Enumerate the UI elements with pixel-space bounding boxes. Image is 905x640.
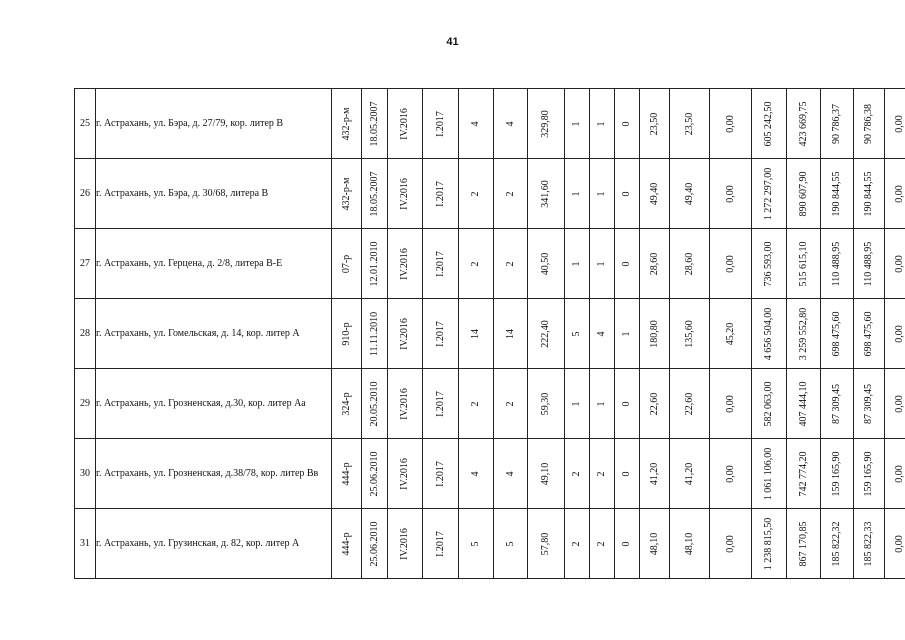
cell-value: 5 [470, 541, 481, 546]
cell-value: 222,40 [540, 319, 551, 348]
cell-value: 867 170,85 [797, 521, 809, 566]
value-cell [821, 299, 854, 369]
address-cell: г. Астрахань, ул. Бэра, д. 27/79, кор. литер В [96, 89, 332, 159]
cell-value: 0 [621, 261, 632, 266]
cell-value: IV.2016 [399, 107, 410, 140]
cell-value: 185 822,32 [831, 521, 842, 566]
row-number: 26 [75, 159, 96, 229]
cell-value: 4 [504, 471, 516, 476]
value-cell [494, 89, 528, 159]
cell-value: 432-р-м [340, 177, 352, 210]
cell-value: 0,00 [894, 254, 905, 273]
cell-value: 110 488,95 [831, 241, 842, 286]
table-row [75, 89, 905, 159]
value-cell [590, 229, 615, 299]
value-cell [752, 439, 787, 509]
cell-value: 910-р [340, 321, 352, 346]
cell-value: 45,20 [724, 322, 736, 345]
value-cell [590, 509, 615, 579]
value-cell [388, 229, 423, 299]
cell-value: 0 [621, 121, 632, 126]
row-number: 29 [75, 369, 96, 439]
value-cell [670, 509, 710, 579]
cell-value: 180,80 [648, 319, 660, 348]
value-cell [590, 439, 615, 509]
cell-value: 0 [621, 541, 632, 546]
value-cell [388, 159, 423, 229]
cell-value: 22,60 [683, 392, 695, 415]
value-cell [494, 509, 528, 579]
cell-value: IV.2016 [399, 317, 410, 350]
value-cell [565, 89, 590, 159]
cell-value: 0,00 [724, 114, 736, 133]
value-cell [459, 509, 494, 579]
cell-value: 25.06.2010 [368, 521, 380, 566]
value-cell [494, 299, 528, 369]
value-cell [854, 159, 885, 229]
cell-value: 0,00 [724, 254, 736, 273]
value-cell [670, 299, 710, 369]
table-row [75, 229, 905, 299]
cell-value: I.2017 [434, 180, 446, 207]
value-cell [494, 229, 528, 299]
value-cell [332, 159, 362, 229]
cell-value: 0,00 [724, 184, 736, 203]
cell-value: 41,20 [683, 462, 695, 485]
value-cell [885, 509, 905, 579]
cell-value: 2 [504, 191, 516, 196]
cell-value: 23,50 [648, 112, 660, 135]
value-cell [590, 159, 615, 229]
table-row [75, 439, 905, 509]
cell-value: 1 238 815,50 [763, 517, 774, 570]
row-number: 30 [75, 439, 96, 509]
value-cell [710, 89, 752, 159]
value-cell [710, 369, 752, 439]
cell-value: 2 [504, 401, 516, 406]
cell-value: 11.11.2010 [368, 311, 380, 356]
cell-value: 2 [470, 191, 481, 196]
cell-value: 698 475,60 [863, 311, 874, 356]
cell-value: 1 [621, 331, 632, 336]
value-cell [388, 299, 423, 369]
value-cell [332, 229, 362, 299]
cell-value: 1 [596, 261, 607, 266]
cell-value: I.2017 [434, 110, 446, 137]
value-cell [710, 439, 752, 509]
value-cell [787, 369, 821, 439]
value-cell [494, 159, 528, 229]
value-cell [565, 299, 590, 369]
address-cell: г. Астрахань, ул. Бэра, д. 30/68, литера В [96, 159, 332, 229]
cell-value: 41,20 [648, 462, 660, 485]
value-cell [854, 439, 885, 509]
value-cell [787, 159, 821, 229]
cell-value: 0 [621, 191, 632, 196]
cell-value: 25.06.2010 [368, 451, 380, 496]
cell-value: 582 063,00 [763, 381, 774, 426]
cell-value: 1 272 297,00 [763, 167, 774, 220]
value-cell [885, 159, 905, 229]
value-cell [362, 89, 388, 159]
value-cell [752, 509, 787, 579]
value-cell [640, 509, 670, 579]
value-cell [388, 509, 423, 579]
value-cell [615, 509, 640, 579]
value-cell [615, 159, 640, 229]
cell-value: I.2017 [434, 250, 446, 277]
cell-value: 48,10 [683, 532, 695, 555]
value-cell [494, 439, 528, 509]
value-cell [821, 439, 854, 509]
value-cell [332, 299, 362, 369]
cell-value: 5 [504, 541, 516, 546]
cell-value: 90 786,38 [863, 103, 874, 144]
value-cell [787, 509, 821, 579]
value-cell [565, 439, 590, 509]
cell-value: IV.2016 [399, 527, 410, 560]
cell-value: 432-р-м [340, 107, 352, 140]
value-cell [640, 439, 670, 509]
value-cell [787, 299, 821, 369]
value-cell [423, 89, 459, 159]
cell-value: 4 656 504,00 [763, 307, 774, 360]
value-cell [821, 369, 854, 439]
page-number: 41 [446, 36, 459, 48]
address-cell: г. Астрахань, ул. Герцена, д. 2/8, литера В-Е [96, 229, 332, 299]
value-cell [670, 369, 710, 439]
address-cell: г. Астрахань, ул. Грозненская, д.30, кор. литер Аа [96, 369, 332, 439]
cell-value: I.2017 [434, 320, 446, 347]
cell-value: 0 [621, 401, 632, 406]
cell-value: IV.2016 [399, 387, 410, 420]
cell-value: 2 [596, 541, 607, 546]
cell-value: 49,40 [648, 182, 660, 205]
value-cell [565, 159, 590, 229]
value-cell [590, 299, 615, 369]
cell-value: 2 [470, 261, 481, 266]
cell-value: 0 [621, 471, 632, 476]
value-cell [332, 509, 362, 579]
cell-value: 28,60 [683, 252, 695, 275]
value-cell [821, 229, 854, 299]
cell-value: 444-р [340, 461, 352, 486]
value-cell [885, 439, 905, 509]
value-cell [590, 369, 615, 439]
cell-value: 1 [596, 191, 607, 196]
value-cell [710, 299, 752, 369]
cell-value: 18.05.2007 [368, 101, 380, 146]
cell-value: 22,60 [648, 392, 660, 415]
cell-value: 4 [596, 331, 607, 336]
value-cell [528, 159, 565, 229]
cell-value: 742 774,20 [797, 451, 809, 496]
value-cell [423, 509, 459, 579]
cell-value: 07-р [340, 254, 352, 273]
cell-value: 1 [571, 191, 582, 196]
value-cell [885, 229, 905, 299]
table-row [75, 369, 905, 439]
value-cell [854, 299, 885, 369]
cell-value: 407 444,10 [797, 381, 809, 426]
cell-value: 0,00 [894, 464, 905, 483]
value-cell [821, 509, 854, 579]
cell-value: 0,00 [724, 394, 736, 413]
cell-value: 515 615,10 [797, 241, 809, 286]
row-number: 25 [75, 89, 96, 159]
cell-value: 605 242,50 [763, 101, 774, 146]
value-cell [854, 509, 885, 579]
cell-value: 159 165,90 [831, 451, 842, 496]
cell-value: 87 309,45 [831, 383, 842, 424]
value-cell [710, 159, 752, 229]
value-cell [670, 89, 710, 159]
cell-value: 4 [504, 121, 516, 126]
value-cell [423, 439, 459, 509]
value-cell [854, 369, 885, 439]
cell-value: 1 [571, 261, 582, 266]
cell-value: 2 [504, 261, 516, 266]
value-cell [494, 369, 528, 439]
value-cell [590, 89, 615, 159]
value-cell [615, 229, 640, 299]
housing-register-table [74, 88, 905, 579]
value-cell [423, 159, 459, 229]
value-cell [640, 299, 670, 369]
row-number: 28 [75, 299, 96, 369]
cell-value: 87 309,45 [863, 383, 874, 424]
value-cell [528, 229, 565, 299]
cell-value: 23,50 [683, 112, 695, 135]
cell-value: 736 593,00 [763, 241, 774, 286]
cell-value: 159 165,90 [863, 451, 874, 496]
cell-value: 28,60 [648, 252, 660, 275]
cell-value: 49,10 [540, 462, 551, 485]
cell-value: 2 [596, 471, 607, 476]
cell-value: 444-р [340, 531, 352, 556]
value-cell [670, 229, 710, 299]
address-cell: г. Астрахань, ул. Грузинская, д. 82, кор. литер А [96, 509, 332, 579]
value-cell [362, 159, 388, 229]
cell-value: 1 061 106,00 [763, 447, 774, 500]
cell-value: 20.05.2010 [368, 381, 380, 426]
value-cell [528, 299, 565, 369]
cell-value: IV.2016 [399, 457, 410, 490]
cell-value: 4 [470, 471, 481, 476]
value-cell [885, 299, 905, 369]
cell-value: 110 488,95 [863, 241, 874, 286]
cell-value: 1 [596, 401, 607, 406]
cell-value: 341,60 [540, 179, 551, 208]
value-cell [787, 229, 821, 299]
value-cell [821, 159, 854, 229]
value-cell [459, 159, 494, 229]
value-cell [459, 229, 494, 299]
cell-value: 698 475,60 [831, 311, 842, 356]
value-cell [670, 439, 710, 509]
value-cell [670, 159, 710, 229]
cell-value: 190 844,55 [863, 171, 874, 216]
cell-value: 135,60 [683, 319, 695, 348]
value-cell [423, 229, 459, 299]
cell-value: 1 [596, 121, 607, 126]
value-cell [885, 369, 905, 439]
value-cell [388, 369, 423, 439]
value-cell [362, 229, 388, 299]
value-cell [332, 89, 362, 159]
cell-value: 0,00 [894, 394, 905, 413]
cell-value: 48,10 [648, 532, 660, 555]
cell-value: 49,40 [683, 182, 695, 205]
cell-value: IV.2016 [399, 247, 410, 280]
value-cell [640, 159, 670, 229]
cell-value: 2 [470, 401, 481, 406]
cell-value: 12.01.2010 [368, 241, 380, 286]
value-cell [615, 299, 640, 369]
value-cell [752, 89, 787, 159]
cell-value: I.2017 [434, 460, 446, 487]
value-cell [332, 439, 362, 509]
cell-value: 14 [504, 328, 516, 339]
address-cell: г. Астрахань, ул. Гомельская, д. 14, кор. литер А [96, 299, 332, 369]
cell-value: 2 [571, 541, 582, 546]
value-cell [459, 89, 494, 159]
value-cell [615, 89, 640, 159]
value-cell [752, 159, 787, 229]
value-cell [528, 89, 565, 159]
cell-value: 0,00 [894, 534, 905, 553]
cell-value: 329,80 [540, 109, 551, 138]
value-cell [388, 89, 423, 159]
value-cell [640, 89, 670, 159]
table-row [75, 299, 905, 369]
value-cell [854, 229, 885, 299]
value-cell [565, 369, 590, 439]
cell-value: 2 [571, 471, 582, 476]
value-cell [332, 369, 362, 439]
value-cell [362, 369, 388, 439]
value-cell [752, 299, 787, 369]
value-cell [565, 509, 590, 579]
cell-value: 0,00 [894, 184, 905, 203]
value-cell [362, 299, 388, 369]
cell-value: 185 822,33 [863, 521, 874, 566]
value-cell [787, 89, 821, 159]
value-cell [787, 439, 821, 509]
cell-value: 40,50 [540, 252, 551, 275]
value-cell [752, 229, 787, 299]
value-cell [423, 369, 459, 439]
value-cell [362, 509, 388, 579]
value-cell [528, 369, 565, 439]
value-cell [528, 509, 565, 579]
value-cell [710, 229, 752, 299]
cell-value: I.2017 [434, 390, 446, 417]
value-cell [615, 369, 640, 439]
cell-value: 57,80 [540, 532, 551, 555]
row-number: 27 [75, 229, 96, 299]
value-cell [565, 229, 590, 299]
value-cell [885, 89, 905, 159]
cell-value: I.2017 [434, 530, 446, 557]
cell-value: 14 [470, 328, 481, 339]
value-cell [640, 229, 670, 299]
cell-value: 0,00 [724, 464, 736, 483]
cell-value: 90 786,37 [831, 103, 842, 144]
cell-value: 59,30 [540, 392, 551, 415]
cell-value: IV.2016 [399, 177, 410, 210]
value-cell [821, 89, 854, 159]
value-cell [459, 299, 494, 369]
value-cell [528, 439, 565, 509]
value-cell [459, 369, 494, 439]
cell-value: 5 [571, 331, 582, 336]
table-row [75, 159, 905, 229]
value-cell [854, 89, 885, 159]
cell-value: 0,00 [894, 114, 905, 133]
value-cell [752, 369, 787, 439]
value-cell [710, 509, 752, 579]
cell-value: 18.05.2007 [368, 171, 380, 216]
cell-value: 0,00 [894, 324, 905, 343]
cell-value: 0,00 [724, 534, 736, 553]
cell-value: 423 669,75 [797, 101, 809, 146]
value-cell [423, 299, 459, 369]
cell-value: 890 607,90 [797, 171, 809, 216]
value-cell [362, 439, 388, 509]
cell-value: 324-р [340, 391, 352, 416]
cell-value: 4 [470, 121, 481, 126]
table-row [75, 509, 905, 579]
cell-value: 190 844,55 [831, 171, 842, 216]
value-cell [459, 439, 494, 509]
value-cell [388, 439, 423, 509]
row-number: 31 [75, 509, 96, 579]
address-cell: г. Астрахань, ул. Грозненская, д.38/78, кор. литер Вв [96, 439, 332, 509]
cell-value: 1 [571, 401, 582, 406]
cell-value: 1 [571, 121, 582, 126]
value-cell [615, 439, 640, 509]
value-cell [640, 369, 670, 439]
cell-value: 3 259 552,80 [797, 307, 809, 360]
